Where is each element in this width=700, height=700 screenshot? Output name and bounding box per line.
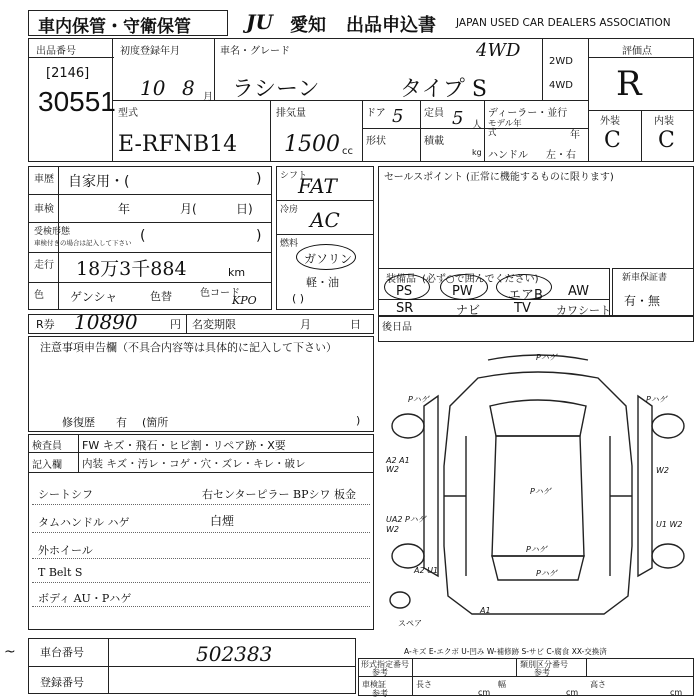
diagram-label-front: Pハゲ	[536, 353, 557, 362]
equip-airbag: エアB	[508, 288, 543, 303]
repair-value: 有	[116, 416, 127, 429]
equip-pw: PW	[452, 284, 473, 299]
history-label: 車歴	[34, 174, 54, 185]
model-label: 車名・グレード	[220, 46, 290, 57]
divider	[32, 504, 370, 505]
length-label: 長さ	[416, 680, 432, 689]
fuel-value: ガソリン	[304, 252, 353, 266]
chassis-value: 502383	[196, 642, 273, 666]
disp-label: 排気量	[276, 108, 306, 119]
length-unit: cm	[478, 688, 491, 697]
equip-sr: SR	[396, 301, 414, 316]
load-label: 積載	[424, 136, 444, 147]
equip-aw: AW	[568, 284, 590, 299]
divider	[32, 582, 370, 583]
capacity-value: 5	[452, 108, 464, 129]
divider	[586, 658, 587, 676]
divider	[542, 38, 543, 100]
repair-close: )	[356, 414, 361, 427]
equip-tv: TV	[514, 301, 531, 316]
lot-number: 30551	[38, 86, 116, 117]
kg-unit: kg	[472, 148, 482, 157]
ju-logo: JU	[246, 10, 273, 34]
equip-navi: ナビ	[456, 303, 481, 317]
diagram-label-rear-bumper: A1	[480, 606, 491, 615]
divider	[362, 100, 363, 162]
repair-label: 修復歴	[62, 416, 95, 429]
score-value: R	[616, 64, 642, 104]
divider	[108, 638, 109, 694]
opt-4wd: 4WD	[549, 80, 573, 91]
storage-stamp-text: 車内保管・守衛保管	[38, 17, 191, 37]
note-line-2: タムハンドル ハゲ	[38, 516, 130, 529]
drive-written: 4WD	[476, 40, 521, 61]
mileage-label: 走行	[34, 260, 54, 271]
diagram-label-rear-left: A2 U1	[414, 566, 439, 575]
divider	[276, 234, 374, 235]
ac-value: AC	[310, 208, 340, 232]
divider	[32, 606, 370, 607]
fuel-other: 軽・油	[306, 276, 339, 289]
chassis-label: 車台番号	[40, 646, 84, 659]
form-title: 出品申込書	[346, 15, 436, 36]
capacity-label: 定員	[424, 108, 444, 119]
equip-ps: PS	[396, 284, 413, 299]
repair-place: (箇所	[142, 416, 169, 429]
height-label: 高さ	[590, 680, 606, 689]
expire-label: 名変期限	[192, 318, 236, 331]
r-ticket-value: 10890	[74, 310, 138, 334]
shaken-day: 日)	[236, 202, 253, 216]
divider	[78, 434, 79, 472]
opt-2wd: 2WD	[549, 56, 573, 67]
cert-label: 車検証	[362, 680, 386, 689]
diagram-label-rear-right: Pハゲ	[536, 569, 557, 578]
divider	[28, 252, 272, 253]
divider	[28, 222, 272, 223]
history-close: )	[256, 171, 262, 187]
divider	[28, 57, 114, 58]
first-reg-month: 8	[182, 76, 195, 100]
diagram-label-roof: Pハゲ	[530, 487, 551, 496]
registration-label: 登録番号	[40, 676, 84, 689]
year-unit: 年	[570, 130, 580, 141]
fw-row: FW キズ・飛石・ヒビ割・リペア跡・X要	[82, 439, 286, 452]
type-value: E-RFNB14	[118, 132, 238, 157]
note-line-1: シートシフ	[38, 488, 93, 501]
grade: タイプ S	[400, 77, 487, 102]
color-value: ゲンシャ	[70, 290, 118, 304]
exterior-label: 外装	[600, 116, 620, 127]
diagram-label-right-rear: U1 W2	[656, 520, 683, 529]
ac-label: 冷房	[280, 205, 299, 215]
note-line-4: T Belt S	[38, 566, 83, 579]
shift-value: FAT	[298, 174, 337, 198]
disp-value: 1500	[284, 132, 340, 157]
warranty-label: 新車保証書	[622, 273, 668, 283]
exterior-value: C	[604, 128, 621, 153]
capacity-unit: 人	[472, 120, 482, 131]
receipt-close: )	[256, 228, 262, 244]
diagram-label-left-front: A2 A1 W2	[386, 456, 410, 474]
sales-label: セールスポイント	[384, 172, 464, 183]
height-unit: cm	[670, 688, 683, 697]
cert-ref: 参考	[372, 689, 388, 698]
handle-options: 左・右	[546, 150, 576, 161]
type-label: 型式	[118, 108, 138, 119]
expire-day: 日	[350, 318, 361, 331]
dealer-label: ディーラー・並行	[488, 108, 568, 119]
warranty-options: 有・無	[624, 294, 661, 308]
note-line-5: ボディ AU・Pハゲ	[38, 592, 132, 605]
model-year-label: モデル年式	[488, 119, 522, 138]
divider	[32, 532, 370, 533]
circle-pw	[440, 274, 488, 300]
divider	[112, 100, 588, 101]
receipt-label: 受検形態	[34, 227, 71, 237]
spec-ref: 参考	[372, 668, 388, 677]
association-name: JAPAN USED CAR DEALERS ASSOCIATION	[456, 17, 671, 29]
interior-label: 内装	[654, 116, 674, 127]
width-unit: cm	[566, 688, 579, 697]
shaken-year: 年	[118, 202, 131, 216]
divider	[186, 314, 187, 334]
disp-unit: cc	[342, 146, 353, 157]
note-line-3: 外ホイール	[38, 544, 93, 557]
equip-note: (必ず○で囲んでください)	[422, 274, 539, 285]
fuel-paren: ( )	[292, 292, 305, 305]
divider	[276, 200, 374, 201]
diagram-label-right-front: W2	[656, 466, 669, 475]
divider	[28, 282, 272, 283]
damage-legend: A-キズ E-エクボ U-凹み W-補修跡 S-サビ C-腐食 XX-交換済	[404, 647, 607, 656]
shaken-month: 月(	[180, 202, 197, 216]
divider	[28, 194, 272, 195]
diagram-label-fr: Pハゲ	[646, 395, 667, 404]
door-label: ドア	[366, 108, 386, 119]
sales-note: (正常に機能するものに限ります)	[466, 172, 614, 183]
handle-label: ハンドル	[488, 150, 528, 161]
width-label: 幅	[498, 680, 506, 689]
equip-label: 装備品	[386, 274, 416, 285]
history-value: 自家用・(	[68, 174, 130, 190]
notes-title: 注意事項申告欄（不具合内容等は具体的に記入して下さい）	[40, 341, 337, 354]
left-tick: ~	[4, 644, 16, 660]
divider	[420, 100, 421, 162]
class-ref: 参考	[534, 668, 550, 677]
class-label: 類別区分番号	[520, 660, 568, 669]
receipt-note: 車検付きの場合は記入して下さい	[34, 239, 132, 247]
model-name: ラシーン	[232, 77, 320, 102]
diagram-label-spare: スペア	[398, 619, 422, 628]
color-change-label: 色替	[150, 290, 172, 303]
entry-label: 記入欄	[32, 460, 62, 471]
after-items-label: 後日品	[382, 322, 412, 333]
fuel-label: 燃料	[280, 239, 299, 249]
circle-airbag	[496, 274, 552, 300]
divider	[641, 110, 642, 162]
note-right-1: 右センターピラー BPシワ 板金	[202, 488, 357, 501]
door-value: 5	[392, 106, 404, 127]
first-reg-label: 初度登録年月	[120, 46, 180, 57]
divider	[358, 676, 694, 677]
color-code-label: 色コード	[200, 288, 240, 299]
divider	[484, 100, 485, 162]
circle-ps	[384, 274, 430, 300]
equip-seat: カワシート	[556, 304, 611, 317]
mileage-unit: km	[228, 266, 246, 279]
diagram-label-fl: Pハゲ	[408, 395, 429, 404]
spec-label: 形式指定番号	[361, 660, 409, 669]
divider	[214, 38, 215, 100]
shift-label: シフト	[280, 171, 308, 181]
divider	[516, 658, 517, 676]
inspector-label: 検査員	[32, 441, 62, 452]
color-code-value: KPO	[232, 294, 257, 307]
r-ticket-unit: 円	[170, 318, 181, 331]
first-reg-year: 10	[140, 76, 166, 100]
lot-label: 出品番号	[36, 46, 76, 57]
divider	[28, 472, 374, 473]
note-right-2: 白煙	[210, 514, 235, 528]
mileage-value: 18万3千884	[76, 258, 187, 280]
score-label: 評価点	[622, 46, 652, 57]
logo-city: 愛知	[290, 15, 326, 36]
divider	[28, 666, 356, 667]
divider	[588, 57, 694, 58]
month-unit: 月	[203, 92, 213, 103]
divider	[412, 658, 413, 696]
color-label: 色	[34, 290, 44, 301]
divider	[32, 558, 370, 559]
interior-row: 内装 キズ・汚レ・コゲ・穴・ズレ・キレ・破レ	[82, 458, 306, 470]
after-items-frame	[378, 316, 694, 342]
diagram-label-rear-glass: Pハゲ	[526, 545, 547, 554]
lot-bracket: [2146]	[46, 66, 90, 81]
interior-value: C	[658, 128, 675, 153]
shaken-label: 車検	[34, 204, 54, 215]
r-ticket-label: R券	[36, 318, 55, 331]
receipt-open: (	[140, 228, 146, 244]
expire-month: 月	[300, 318, 311, 331]
divider	[270, 100, 271, 162]
shape-label: 形状	[366, 136, 386, 147]
diagram-label-left-rear: UA2 Pハゲ W2	[386, 515, 426, 534]
